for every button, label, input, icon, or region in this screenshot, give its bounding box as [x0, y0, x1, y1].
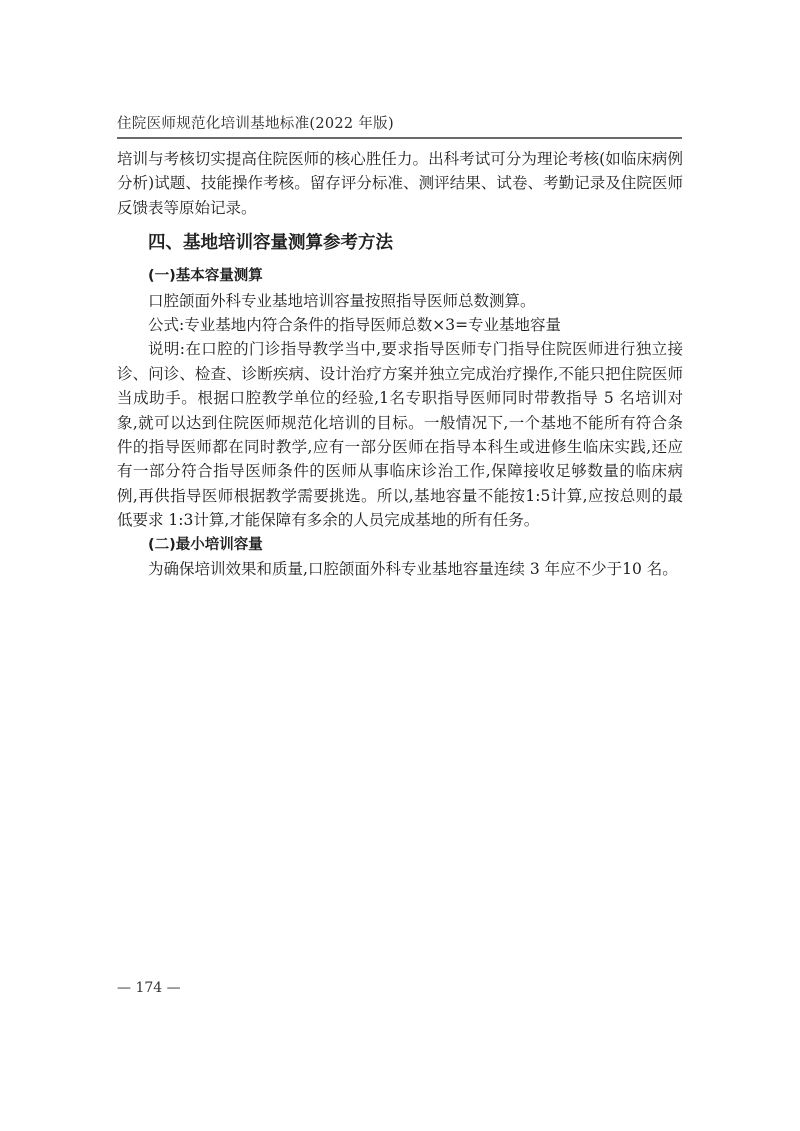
page-body — [117, 147, 683, 582]
running-header-title: 住院医师规范化培训基地标准(2022 年版) — [117, 116, 394, 132]
subsection-1-text: 口腔颌面外科专业基地培训容量按照指导医师总数测算。 — [148, 291, 536, 310]
page-number: — 174 — — [117, 980, 181, 996]
formula-line: 公式:专业基地内符合条件的指导医师总数×3=专业基地容量 — [148, 316, 562, 335]
section-title: 四、基地培训容量测算参考方法 — [148, 233, 393, 254]
intro-paragraph: 培训与考核切实提高住院医师的核心胜任力。出科考试可分为理论考核(如临床病例分析)试题、技能操作考核。留存评分标准、测评结果、试卷、考勤记录及住院医师反馈表等原始记录。 — [117, 150, 683, 217]
explanation-paragraph: 说明:在口腔的门诊指导教学当中,要求指导医师专门指导住院医师进行独立接诊、问诊、检查、诊断疾病、设计治疗方案并独立完成治疗操作,不能只把住院医师当成助手。根据口腔教学单位的经验,1名专职指导医师同时带教指导 5 名培训对象,就可以达到住院医师规范化培训的目标。一般情况下,一个基地不能所有符合条件的指导医师都在同时教学,应有一部分医师在指导本科生或进修生临床实践,还应有一部分符合指导医师条件的医师从事临床诊治工作,保障接收足够数量的临床病例,再供指导医师根据教学需要挑选。所以,基地容量不能按1:5计算,应按总则的最低要求 1:3计算,才能保障有多余的人员完成基地的所有任务。 — [117, 340, 683, 530]
subsection-1-title: (一)基本容量测算 — [148, 268, 263, 285]
subsection-2-title: (二)最小培训容量 — [148, 536, 263, 553]
header-divider — [117, 137, 682, 139]
subsection-2-text: 为确保培训效果和质量,口腔颌面外科专业基地容量连续 3 年应不少于10 名。 — [148, 560, 678, 579]
